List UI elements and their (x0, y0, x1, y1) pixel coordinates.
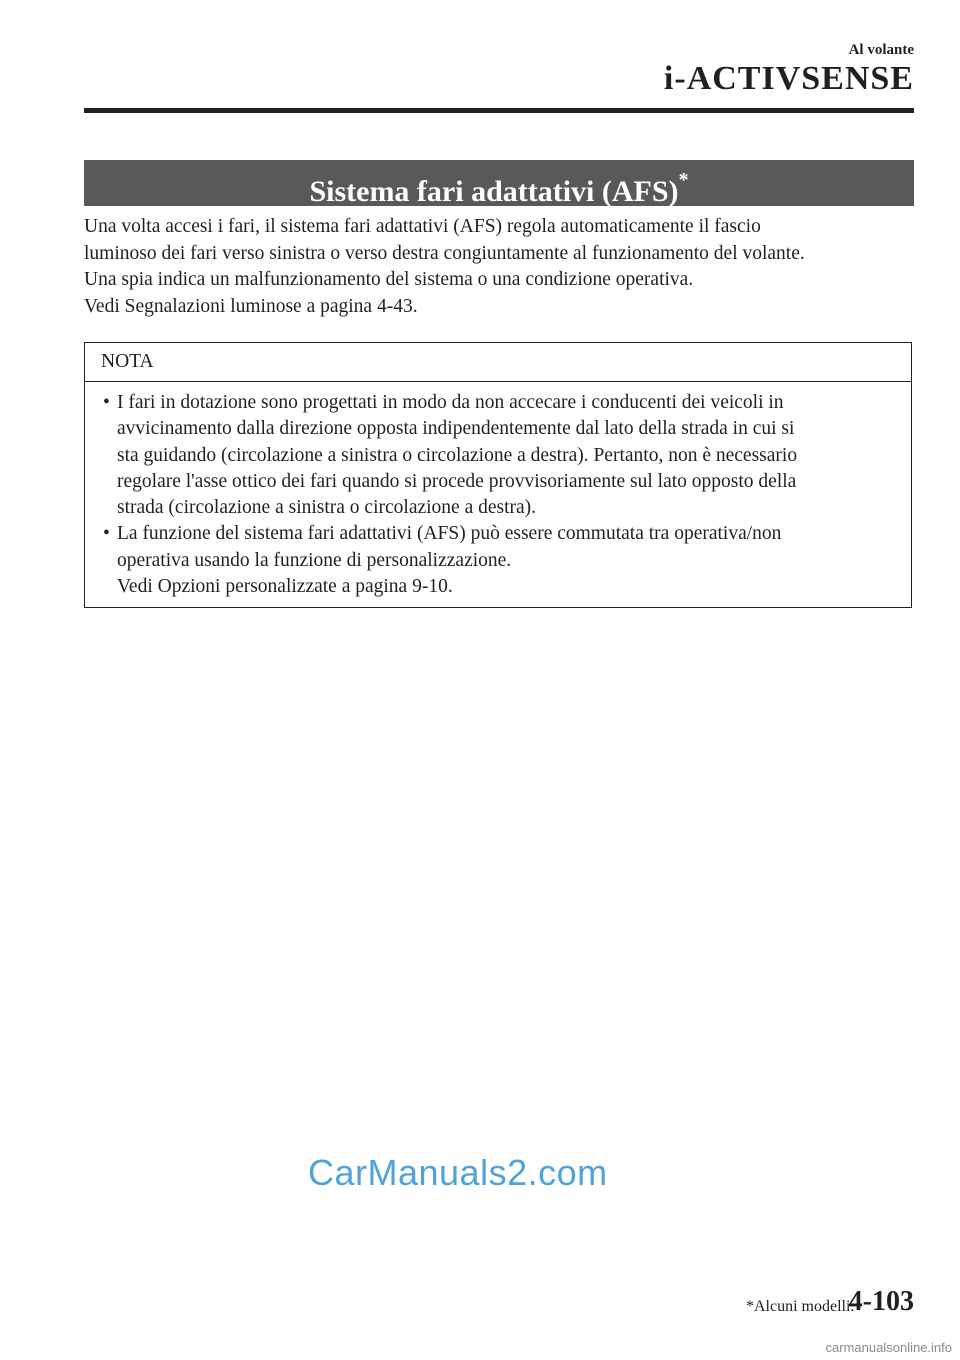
header-divider (84, 108, 914, 113)
note-line: avvicinamento dalla direzione opposta indipendentemente dal lato della strada in cui si (117, 418, 795, 440)
note-line: regolare l'asse ottico dei fari quando si procede provvisoriamente sul lato opposto della (117, 470, 797, 492)
site-footer: carmanualsonline.info (825, 1340, 952, 1355)
bullet-icon: • (103, 392, 110, 413)
section-heading: i-ACTIVSENSE (663, 60, 914, 97)
note-line: operativa usando la funzione di personalizzazione. (117, 549, 512, 571)
note-item (85, 390, 911, 521)
note-line: I fari in dotazione sono progettati in modo da non accecare i conducenti dei veicoli in (117, 392, 784, 413)
bullet-icon: • (103, 523, 110, 545)
note-line: sta guidando (circolazione a sinistra o circolazione a destra). Pertanto, non è necessario (117, 444, 798, 466)
intro-line: Una spia indica un malfunzionamento del sistema o una condizione operativa. (84, 269, 694, 290)
note-box (84, 342, 912, 608)
intro-paragraph (84, 214, 924, 320)
note-item (85, 521, 911, 600)
note-line: Vedi Opzioni personalizzate a pagina 9-10. (117, 576, 453, 598)
chapter-title: Al volante (848, 42, 914, 58)
note-line: strada (circolazione a sinistra o circolazione a destra). (117, 497, 537, 519)
intro-line: luminoso dei fari verso sinistra o verso destra congiuntamente al funzionamento del volante. (84, 242, 805, 264)
section-title-bar (84, 160, 914, 206)
watermark-logo: CarManuals2.com (308, 1152, 608, 1193)
note-title: NOTA (85, 343, 911, 382)
page-number: 4-103 (848, 1286, 914, 1317)
optional-equipment-marker: * (678, 169, 689, 191)
footnote: *Alcuni modelli. (746, 1298, 855, 1315)
note-list (85, 382, 911, 600)
section-title: Sistema fari adattativi (AFS) (309, 175, 679, 208)
intro-line: Una volta accesi i fari, il sistema fari adattativi (AFS) regola automaticamente il fascio (84, 216, 761, 237)
note-line: La funzione del sistema fari adattativi (AFS) può essere commutata tra operativa/non (117, 523, 782, 545)
intro-line: Vedi Segnalazioni luminose a pagina 4-43. (84, 295, 418, 317)
